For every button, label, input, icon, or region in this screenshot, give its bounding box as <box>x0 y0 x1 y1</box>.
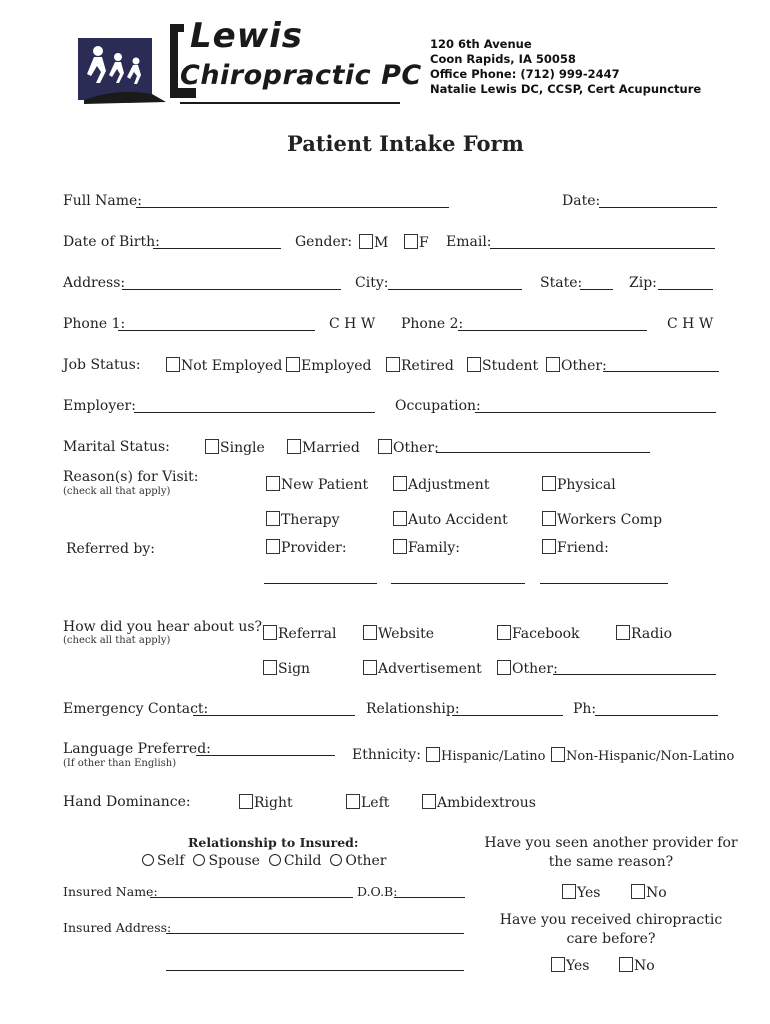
marital-option-label: Married <box>302 440 360 456</box>
dob-field[interactable] <box>153 248 281 249</box>
referred-family-checkbox[interactable] <box>393 539 407 554</box>
date-label: Date: <box>562 193 601 209</box>
hear-option-label: Radio <box>631 626 673 642</box>
hear-other-checkbox[interactable] <box>497 660 511 675</box>
ethnicity-option-label: Non-Hispanic/Non-Latino <box>566 749 735 764</box>
referred-option-label: Family: <box>408 540 460 556</box>
hear-option-label: Advertisement <box>378 661 482 677</box>
hear-sign-checkbox[interactable] <box>263 660 277 675</box>
email-field[interactable] <box>490 248 715 249</box>
relationship-label: Relationship: <box>366 701 460 717</box>
job-option-label: Employed <box>301 358 372 374</box>
reason-label: Reason(s) for Visit: <box>63 469 199 485</box>
yes-label: Yes <box>566 958 590 974</box>
reason-hint: (check all that apply) <box>63 486 171 497</box>
referred-by-label: Referred by: <box>66 541 155 557</box>
seen-other-yes-checkbox[interactable] <box>562 884 576 899</box>
email-label: Email: <box>446 234 492 250</box>
relationship-field[interactable] <box>452 715 563 716</box>
logo-lewis: Lewis <box>190 16 304 56</box>
insured-address-label: Insured Address: <box>63 920 172 935</box>
ethnicity-label: Ethnicity: <box>352 747 421 763</box>
hand-right-checkbox[interactable] <box>239 794 253 809</box>
ethnicity-non-hispanic-checkbox[interactable] <box>551 747 565 762</box>
reason-new-patient-checkbox[interactable] <box>266 476 280 491</box>
hand-option-label: Left <box>361 795 390 811</box>
insured-address-field-2[interactable] <box>166 970 464 971</box>
job-option-label: Other: <box>561 358 607 374</box>
gender-f-label: F <box>419 235 429 251</box>
language-label: Language Preferred: <box>63 741 211 757</box>
logo-chiropractic: Chiropractic PC <box>180 60 422 91</box>
hear-advertisement-checkbox[interactable] <box>363 660 377 675</box>
marital-single-checkbox[interactable] <box>205 439 219 454</box>
hear-facebook-checkbox[interactable] <box>497 625 511 640</box>
logo <box>76 16 422 106</box>
phone2-field[interactable] <box>458 330 647 331</box>
seen-other-provider-question: Have you seen another provider for the same reason? <box>484 835 738 870</box>
employer-label: Employer: <box>63 398 136 414</box>
reason-option-label: Adjustment <box>408 477 490 493</box>
state-label: State: <box>540 275 583 291</box>
referred-friend-field[interactable] <box>540 583 668 584</box>
state-field[interactable] <box>580 289 613 290</box>
job-retired-checkbox[interactable] <box>386 357 400 372</box>
hear-option-label: Other: <box>512 661 558 677</box>
full-name-label: Full Name: <box>63 193 143 209</box>
insured-name-field[interactable] <box>150 897 353 898</box>
gender-m-checkbox[interactable] <box>359 234 373 249</box>
city-label: City: <box>355 275 389 291</box>
address-line-4: Natalie Lewis DC, CCSP, Cert Acupuncture <box>430 82 702 96</box>
received-chiro-yes-checkbox[interactable] <box>551 957 565 972</box>
date-field[interactable] <box>599 207 717 208</box>
zip-field[interactable] <box>658 289 713 290</box>
emergency-phone-field[interactable] <box>595 715 718 716</box>
reason-option-label: New Patient <box>281 477 369 493</box>
insured-name-label: Insured Name: <box>63 884 158 899</box>
reason-therapy-checkbox[interactable] <box>266 511 280 526</box>
insured-dob-label: D.O.B: <box>357 884 398 899</box>
hear-option-label: Sign <box>278 661 311 677</box>
hear-about-label: How did you hear about us? <box>63 619 263 635</box>
seen-other-no-checkbox[interactable] <box>631 884 645 899</box>
full-name-field[interactable] <box>136 207 449 208</box>
phone1-field[interactable] <box>118 330 315 331</box>
no-label: No <box>646 885 667 901</box>
language-field[interactable] <box>196 755 335 756</box>
reason-adjustment-checkbox[interactable] <box>393 476 407 491</box>
reason-option-label: Therapy <box>281 512 340 528</box>
hear-option-label: Referral <box>278 626 337 642</box>
insured-option-label: Other <box>345 853 387 869</box>
insured-option-label: Child <box>283 853 322 869</box>
referred-family-field[interactable] <box>391 583 525 584</box>
referred-provider-checkbox[interactable] <box>266 539 280 554</box>
phone1-type[interactable]: C H W <box>329 316 376 332</box>
job-employed-checkbox[interactable] <box>286 357 300 372</box>
gender-label: Gender: <box>295 234 353 250</box>
ethnicity-option-label: Hispanic/Latino <box>441 749 546 764</box>
insured-dob-field[interactable] <box>394 897 465 898</box>
insured-option-label: Spouse <box>208 853 260 869</box>
ethnicity-hispanic-checkbox[interactable] <box>426 747 440 762</box>
phone2-type[interactable]: C H W <box>667 316 714 332</box>
hand-left-checkbox[interactable] <box>346 794 360 809</box>
hear-radio-checkbox[interactable] <box>616 625 630 640</box>
gender-m-label: M <box>374 235 389 251</box>
referred-friend-checkbox[interactable] <box>542 539 556 554</box>
runners-logo-icon <box>76 22 172 106</box>
address-label: Address: <box>63 275 126 291</box>
city-field[interactable] <box>388 289 522 290</box>
hear-about-hint: (check all that apply) <box>63 635 171 646</box>
address-field[interactable] <box>122 289 341 290</box>
received-chiro-question: Have you received chiropractic care before? <box>499 912 723 947</box>
marital-married-checkbox[interactable] <box>287 439 301 454</box>
address-line-3: Office Phone: (712) 999-2447 <box>430 67 620 81</box>
hear-website-checkbox[interactable] <box>363 625 377 640</box>
address-line-1: 120 6th Avenue <box>430 37 532 51</box>
insured-other-radio[interactable] <box>330 854 342 866</box>
emergency-contact-field[interactable] <box>193 715 355 716</box>
reason-physical-checkbox[interactable] <box>542 476 556 491</box>
job-not-employed-checkbox[interactable] <box>166 357 180 372</box>
insured-address-field[interactable] <box>166 933 464 934</box>
hand-option-label: Right <box>254 795 293 811</box>
job-option-label: Student <box>482 358 539 374</box>
marital-option-label: Other: <box>393 440 439 456</box>
employer-field[interactable] <box>134 412 375 413</box>
emergency-contact-label: Emergency Contact: <box>63 701 209 717</box>
phone1-label: Phone 1: <box>63 316 126 332</box>
hear-option-label: Website <box>378 626 435 642</box>
marital-other-field[interactable] <box>436 452 650 453</box>
reason-option-label: Workers Comp <box>557 512 663 528</box>
page-title: Patient Intake Form <box>287 131 524 156</box>
language-hint: (If other than English) <box>63 758 177 769</box>
received-chiro-no-checkbox[interactable] <box>619 957 633 972</box>
yes-label: Yes <box>577 885 601 901</box>
marital-option-label: Single <box>220 440 265 456</box>
job-other-field[interactable] <box>603 371 719 372</box>
phone2-label: Phone 2: <box>401 316 464 332</box>
hear-referral-checkbox[interactable] <box>263 625 277 640</box>
insured-option-label: Self <box>157 853 185 869</box>
relationship-insured-label: Relationship to Insured: <box>188 835 359 850</box>
referred-provider-field[interactable] <box>264 583 377 584</box>
insured-child-radio[interactable] <box>269 854 281 866</box>
hear-option-label: Facebook <box>512 626 580 642</box>
occupation-label: Occupation: <box>395 398 481 414</box>
marital-other-checkbox[interactable] <box>378 439 392 454</box>
zip-label: Zip: <box>629 275 657 291</box>
gender-f-checkbox[interactable] <box>404 234 418 249</box>
referred-option-label: Friend: <box>557 540 609 556</box>
insured-spouse-radio[interactable] <box>193 854 205 866</box>
reason-option-label: Physical <box>557 477 616 493</box>
address-line-2: Coon Rapids, IA 50058 <box>430 52 576 66</box>
insured-self-radio[interactable] <box>142 854 154 866</box>
referred-option-label: Provider: <box>281 540 347 556</box>
job-status-label: Job Status: <box>63 357 141 373</box>
marital-status-label: Marital Status: <box>63 439 170 455</box>
reason-option-label: Auto Accident <box>408 512 508 528</box>
reason-workers-comp-checkbox[interactable] <box>542 511 556 526</box>
hear-other-field[interactable] <box>553 674 716 675</box>
hand-dominance-label: Hand Dominance: <box>63 794 191 810</box>
reason-auto-accident-checkbox[interactable] <box>393 511 407 526</box>
emergency-phone-label: Ph: <box>573 701 597 717</box>
job-option-label: Retired <box>401 358 454 374</box>
practice-address <box>430 37 701 97</box>
job-other-checkbox[interactable] <box>546 357 560 372</box>
occupation-field[interactable] <box>475 412 716 413</box>
hand-option-label: Ambidextrous <box>437 795 536 811</box>
no-label: No <box>634 958 655 974</box>
job-option-label: Not Employed <box>181 358 283 374</box>
job-student-checkbox[interactable] <box>467 357 481 372</box>
hand-ambidextrous-checkbox[interactable] <box>422 794 436 809</box>
dob-label: Date of Birth: <box>63 234 160 250</box>
